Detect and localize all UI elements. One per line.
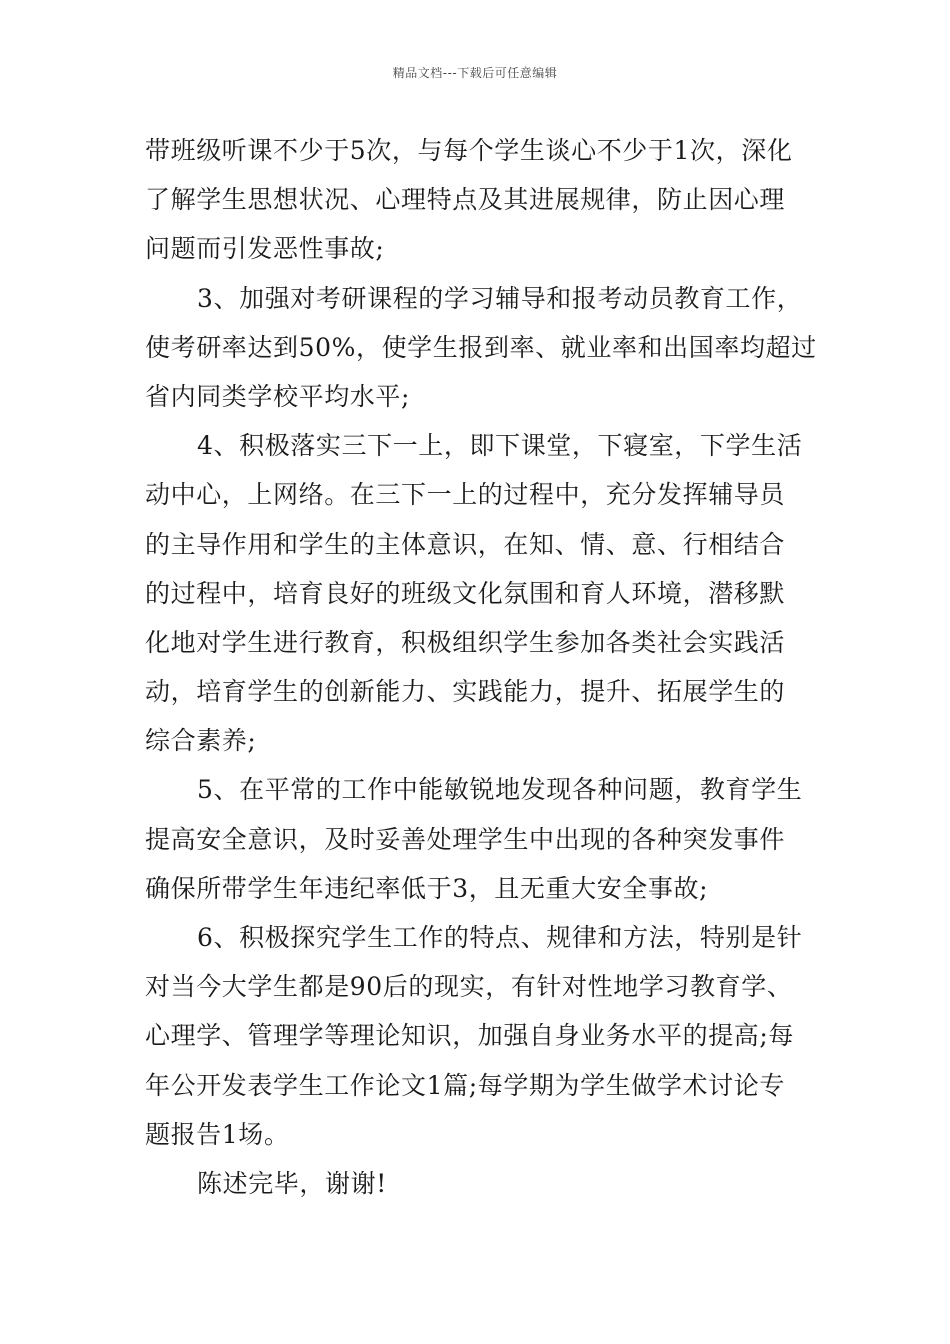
text-line: 提高安全意识，及时妥善处理学生中出现的各种突发事件 bbox=[145, 824, 786, 854]
text-line: 综合素养; bbox=[145, 726, 257, 756]
paragraph-start-line: 5、在平常的工作中能敏锐地发现各种问题，教育学生 bbox=[197, 775, 803, 805]
document-body bbox=[145, 126, 817, 1208]
closing-line: 陈述完毕，谢谢! bbox=[197, 1168, 387, 1198]
paragraph-start-line: 3、加强对考研课程的学习辅导和报考动员教育工作， bbox=[197, 283, 803, 313]
paragraph-start-line: 6、积极探究学生工作的特点、规律和方法，特别是针 bbox=[197, 923, 803, 952]
text-line: 年公开发表学生工作论文1篇;每学期为学生做学术讨论专 bbox=[145, 1070, 785, 1100]
text-line: 确保所带学生年违纪率低于3，且无重大安全事故; bbox=[145, 873, 709, 903]
text-line: 心理学、管理学等理论知识，加强自身业务水平的提高;每 bbox=[145, 1021, 795, 1051]
text-line: 的主导作用和学生的主体意识，在知、情、意、行相结合 bbox=[145, 529, 786, 559]
text-line: 题报告1场。 bbox=[145, 1119, 290, 1149]
text-line: 省内同类学校平均水平; bbox=[145, 381, 411, 411]
text-line: 问题而引发恶性事故; bbox=[145, 234, 385, 264]
text-line: 动，培育学生的创新能力、实践能力，提升、拓展学生的 bbox=[145, 677, 786, 707]
text-line: 对当今大学生都是90后的现实，有针对性地学习教育学、 bbox=[145, 972, 793, 1002]
text-line: 化地对学生进行教育，积极组织学生参加各类社会实践活 bbox=[145, 627, 786, 657]
text-line: 使考研率达到50%，使学生报到率、就业率和出国率均超过 bbox=[145, 332, 817, 362]
text-line: 带班级听课不少于5次，与每个学生谈心不少于1次，深化 bbox=[145, 136, 793, 165]
text-line: 的过程中，培育良好的班级文化氛围和育人环境，潜移默 bbox=[145, 578, 786, 608]
text-line: 动中心，上网络。在三下一上的过程中，充分发挥辅导员 bbox=[145, 480, 786, 510]
page-header: 精品文档---下载后可任意编辑 bbox=[392, 66, 558, 80]
paragraph-start-line: 4、积极落实三下一上，即下课堂，下寝室，下学生活 bbox=[197, 431, 803, 461]
text-line: 了解学生思想状况、心理特点及其进展规律，防止因心理 bbox=[145, 185, 786, 215]
